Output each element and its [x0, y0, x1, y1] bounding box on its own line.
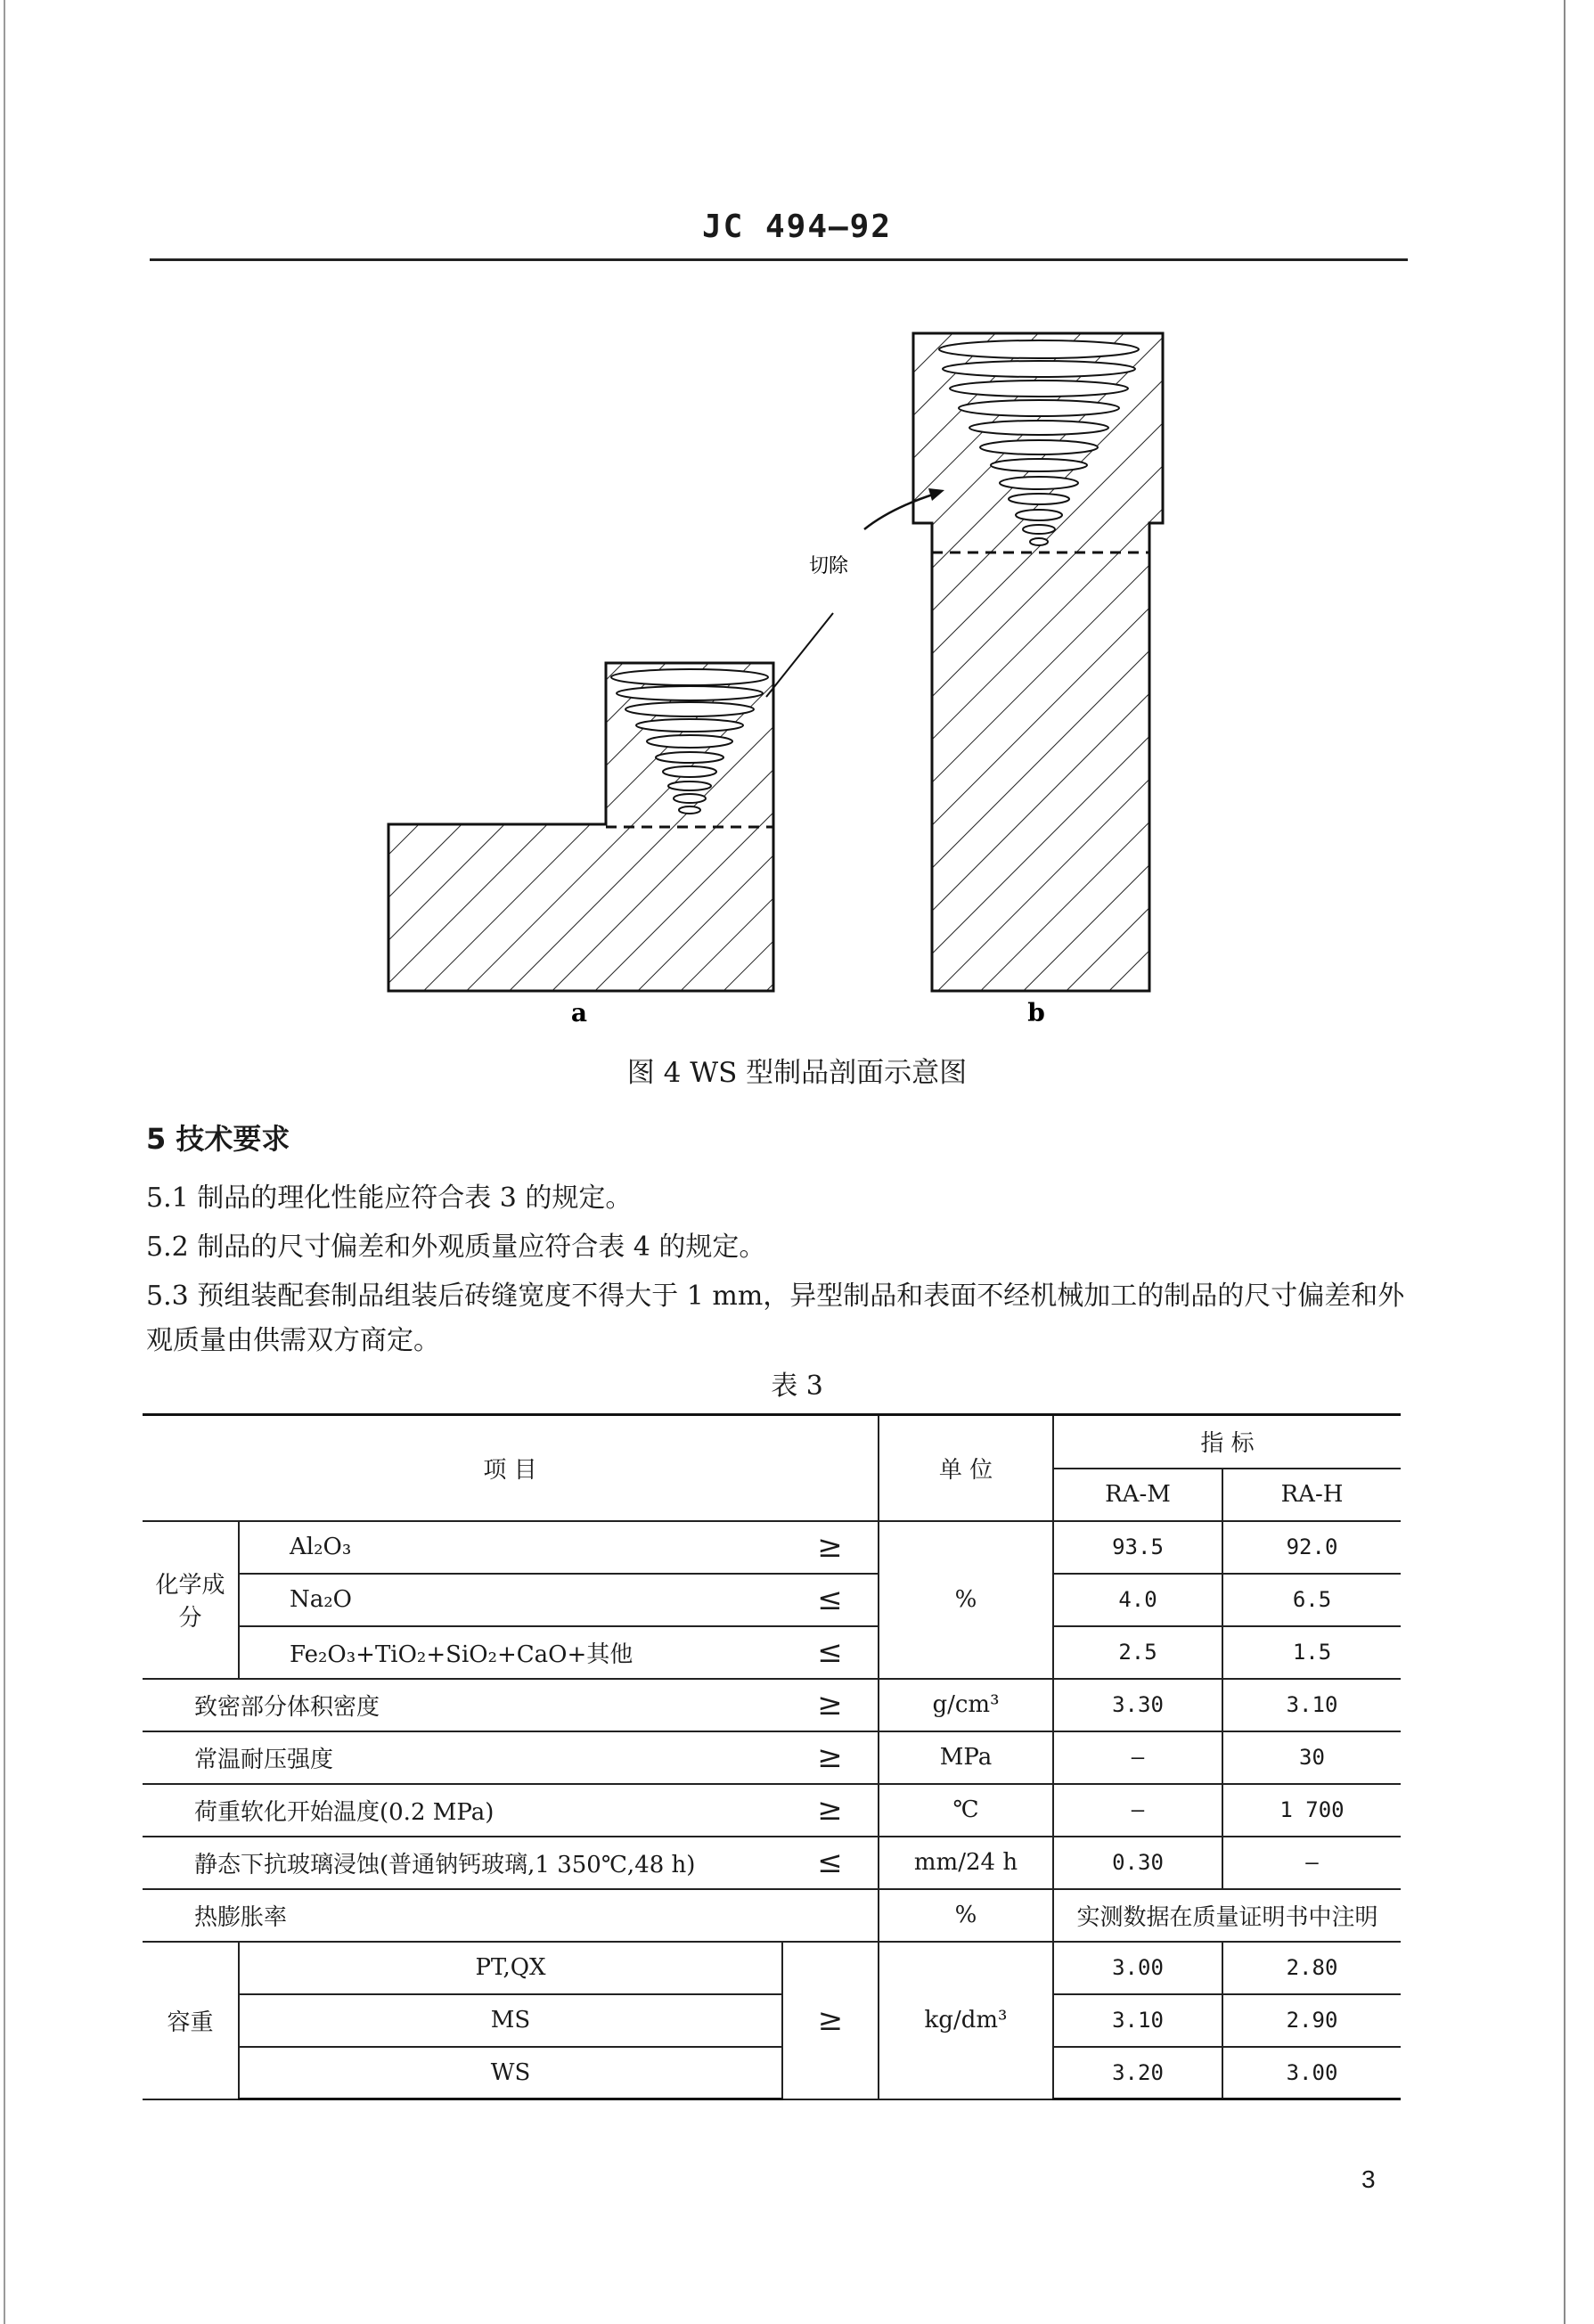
bulk-name: MS	[239, 1994, 782, 2047]
property-unit: g/cm³	[879, 1679, 1053, 1731]
bulk-rah: 3.00	[1222, 2047, 1401, 2099]
table-row	[143, 1784, 1401, 1837]
property-ram: 0.30	[1053, 1837, 1222, 1889]
section-heading: 5 技术要求	[146, 1122, 290, 1156]
header-item: 项 目	[143, 1415, 879, 1521]
bulk-rah: 2.90	[1222, 1994, 1401, 2047]
property-name: 致密部分体积密度	[143, 1679, 782, 1731]
chem-rah: 1.5	[1222, 1626, 1401, 1679]
figure-4	[0, 0, 1594, 1034]
thermal-name: 热膨胀率	[143, 1889, 879, 1942]
property-rah: 1 700	[1222, 1784, 1401, 1837]
header-rah: RA-H	[1222, 1469, 1401, 1521]
property-rah: —	[1222, 1837, 1401, 1889]
table-row	[143, 1837, 1401, 1889]
chem-label: 化学成分	[143, 1521, 239, 1679]
chem-rah: 92.0	[1222, 1521, 1401, 1574]
property-cmp: ≥	[782, 1784, 879, 1837]
property-name: 静态下抗玻璃浸蚀(普通钠钙玻璃,1 350℃,48 h)	[143, 1837, 782, 1889]
property-unit: ℃	[879, 1784, 1053, 1837]
property-cmp: ≤	[782, 1837, 879, 1889]
property-unit: MPa	[879, 1731, 1053, 1784]
clause-5-2: 5.2 制品的尺寸偏差和外观质量应符合表 4 的规定。	[146, 1232, 766, 1263]
chem-cmp: ≥	[782, 1521, 879, 1574]
bulk-ram: 3.00	[1053, 1942, 1222, 1994]
chem-ram: 2.5	[1053, 1626, 1222, 1679]
chem-rah: 6.5	[1222, 1574, 1401, 1626]
property-cmp: ≥	[782, 1679, 879, 1731]
table-row	[143, 1731, 1401, 1784]
table-3	[143, 1413, 1401, 2100]
chem-unit: %	[879, 1521, 1053, 1679]
bulk-unit: kg/dm³	[879, 1942, 1053, 2099]
section-b	[913, 333, 1163, 1027]
bulk-name: PT,QX	[239, 1942, 782, 1994]
chem-ram: 93.5	[1053, 1521, 1222, 1574]
table-row	[143, 1626, 1401, 1679]
property-ram: —	[1053, 1784, 1222, 1837]
header-ram: RA-M	[1053, 1469, 1222, 1521]
property-cmp: ≥	[782, 1731, 879, 1784]
property-name: 常温耐压强度	[143, 1731, 782, 1784]
page-number: 3	[1361, 2165, 1376, 2193]
thermal-note: 实测数据在质量证明书中注明	[1053, 1889, 1401, 1942]
table-row	[143, 1574, 1401, 1626]
chem-cmp: ≤	[782, 1626, 879, 1679]
chem-cmp: ≤	[782, 1574, 879, 1626]
chem-name: Fe₂O₃+TiO₂+SiO₂+CaO+其他	[239, 1626, 782, 1679]
bulk-name: WS	[239, 2047, 782, 2099]
section-a	[388, 663, 773, 1027]
chem-ram: 4.0	[1053, 1574, 1222, 1626]
clause-5-1: 5.1 制品的理化性能应符合表 3 的规定。	[146, 1182, 633, 1214]
figure-caption: 图 4 WS 型制品剖面示意图	[626, 1057, 968, 1089]
document-code: JC 494—92	[701, 209, 893, 245]
table-row	[143, 2047, 1401, 2099]
header-unit: 单 位	[879, 1415, 1053, 1521]
callout-label: 切除	[808, 555, 849, 577]
property-rah: 30	[1222, 1731, 1401, 1784]
table-row	[143, 1521, 1401, 1574]
property-rah: 3.10	[1222, 1679, 1401, 1731]
bulk-ram: 3.20	[1053, 2047, 1222, 2099]
bulk-rah: 2.80	[1222, 1942, 1401, 1994]
table-caption: 表 3	[771, 1371, 823, 1402]
label-b: b	[1027, 998, 1045, 1027]
thermal-unit: %	[879, 1889, 1053, 1942]
bulk-ram: 3.10	[1053, 1994, 1222, 2047]
table-row	[143, 1679, 1401, 1731]
label-a: a	[570, 998, 588, 1027]
table-row	[143, 1994, 1401, 2047]
table-row	[143, 1942, 1401, 1994]
clause-5-3: 5.3 预组装配套制品组装后砖缝宽度不得大于 1 mm，异型制品和表面不经机械加工的制品的尺寸偏差和外观质量由供需双方商定。	[146, 1281, 1405, 1356]
header-index: 指 标	[1053, 1415, 1401, 1469]
property-ram: —	[1053, 1731, 1222, 1784]
property-unit: mm/24 h	[879, 1837, 1053, 1889]
chem-name: Na₂O	[239, 1574, 782, 1626]
table-row	[143, 1889, 1401, 1942]
property-ram: 3.30	[1053, 1679, 1222, 1731]
bulk-cmp: ≥	[782, 1942, 879, 2099]
chem-name: Al₂O₃	[239, 1521, 782, 1574]
property-name: 荷重软化开始温度(0.2 MPa)	[143, 1784, 782, 1837]
bulk-label: 容重	[143, 1942, 239, 2099]
